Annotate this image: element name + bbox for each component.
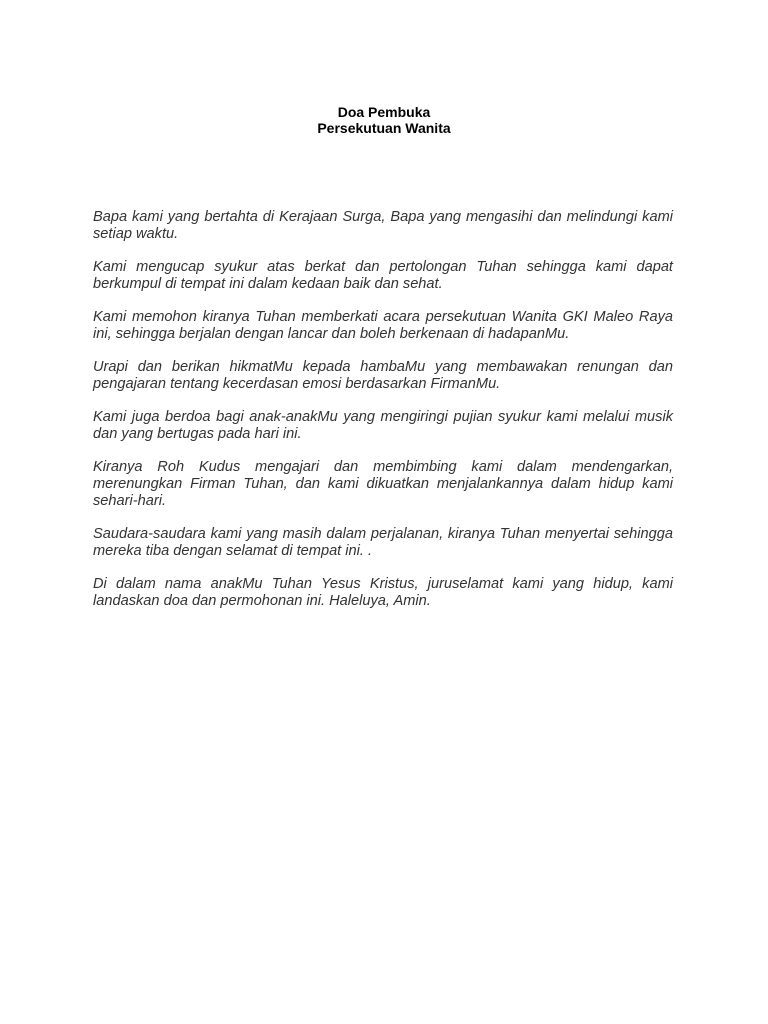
document-title: Doa Pembuka (337, 104, 431, 120)
paragraph-5: Kami juga berdoa bagi anak-anakMu yang mengiringi pujian syukur kami melalui musik dan yang bertugas pada hari ini. (93, 409, 673, 442)
paragraph-7: Saudara-saudara kami yang masih dalam perjalanan, kiranya Tuhan menyertai sehingga mereka tiba dengan selamat di tempat ini. . (93, 526, 673, 559)
prayer-body (93, 209, 673, 626)
paragraph-8: Di dalam nama anakMu Tuhan Yesus Kristus, juruselamat kami yang hidup, kami landaskan doa dan permohonan ini. Haleluya, Amin. (93, 576, 673, 609)
paragraph-2: Kami mengucap syukur atas berkat dan pertolongan Tuhan sehingga kami dapat berkumpul di tempat ini dalam kedaan baik dan sehat. (93, 259, 673, 292)
paragraph-4: Urapi dan berikan hikmatMu kepada hambaMu yang membawakan renungan dan pengajaran tentang kecerdasan emosi berdasarkan FirmanMu. (93, 359, 673, 392)
paragraph-6: Kiranya Roh Kudus mengajari dan membimbing kami dalam mendengarkan, merenungkan Firman Tuhan, dan kami dikuatkan menjalankannya dalam hidup kami sehari-hari. (93, 459, 673, 509)
paragraph-1: Bapa kami yang bertahta di Kerajaan Surga, Bapa yang mengasihi dan melindungi kami setiap waktu. (93, 209, 673, 242)
document-subtitle: Persekutuan Wanita (317, 120, 451, 136)
title-block (0, 104, 768, 136)
paragraph-3: Kami memohon kiranya Tuhan memberkati acara persekutuan Wanita GKI Maleo Raya ini, sehingga berjalan dengan lancar dan boleh berkenaan di hadapanMu. (93, 309, 673, 342)
